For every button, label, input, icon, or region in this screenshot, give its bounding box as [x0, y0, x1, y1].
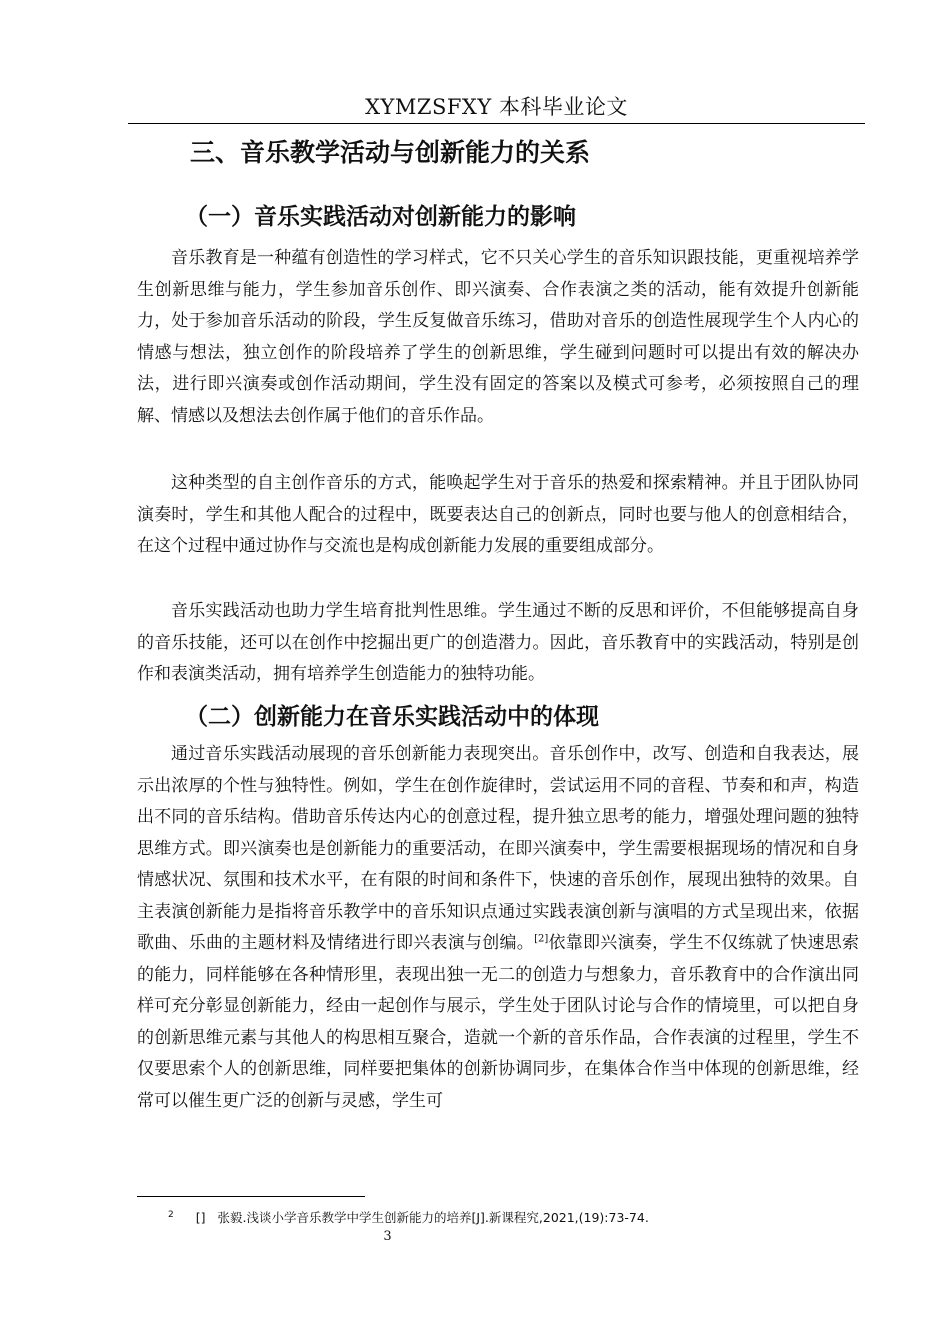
running-header: XYMZSFXY 本科毕业论文 — [365, 95, 628, 119]
footnote-rule — [137, 1196, 365, 1197]
section-title: 三、音乐教学活动与创新能力的关系 — [190, 138, 591, 167]
paragraph-text: 依靠即兴演奏，学生不仅练就了快速思索的能力，同样能够在各种情形里，表现出独一无二的创造力与想象力，音乐教育中的合作演出同样可充分彰显创新能力，经由一起创作与展示，学生处于团队讨论与合作的情境里，可以把自身的创新思维元素与其他人的构思相互聚合，造就一个新的音乐作品，合作表演的过程里，学生不仅要思索个人的创新思维，同样要把集体的创新协调同步，在集体合作当中体现的创新思维，经常可以催生更广泛的创新与灵感，学生可 — [137, 933, 860, 1111]
page-number: 3 — [383, 1229, 392, 1244]
footnote — [168, 1206, 649, 1227]
citation-mark: [2] — [534, 933, 549, 945]
header-rule — [128, 123, 865, 124]
body-paragraph — [137, 739, 859, 1117]
footnote-text: 张毅.浅谈小学音乐教学中学生创新能力的培养[J].新课程究,2021,(19):73-74. — [217, 1210, 649, 1226]
subsection-title-2: （二）创新能力在音乐实践活动中的体现 — [185, 704, 599, 730]
footnote-number: 2 — [168, 1210, 174, 1220]
footnote-bracket: [] — [195, 1210, 206, 1226]
paragraph-text: 通过音乐实践活动展现的音乐创新能力表现突出。音乐创作中，改写、创造和自我表达，展示出浓厚的个性与独特性。例如，学生在创作旋律时，尝试运用不同的音程、节奏和和声，构造出不同的音乐结构。借助音乐传达内心的创意过程，提升独立思考的能力，增强处理问题的独特思维方式。即兴演奏也是创新能力的重要活动，在即兴演奏中，学生需要根据现场的情况和自身情感状况、氛围和技术水平，在有限的时间和条件下，快速的音乐创作，展现出独特的效果。自主表演创新能力是指将音乐教学中的音乐知识点通过实践表演创新与演唱的方式呈现出来，依据歌曲、乐曲的主题材料及情绪进行即兴表演与创编。 — [137, 744, 859, 953]
body-paragraph: 这种类型的自主创作音乐的方式，能唤起学生对于音乐的热爱和探索精神。并且于团队协同演奏时，学生和其他人配合的过程中，既要表达自己的创新点，同时也要与他人的创意相结合，在这个过程中通过协作与交流也是构成创新能力发展的重要组成部分。 — [137, 473, 859, 556]
body-paragraph: 音乐教育是一种蕴有创造性的学习样式，它不只关心学生的音乐知识跟技能，更重视培养学生创新思维与能力，学生参加音乐创作、即兴演奏、合作表演之类的活动，能有效提升创新能力，处于参加音乐活动的阶段，学生反复做音乐练习，借助对音乐的创造性展现学生个人内心的情感与想法，独立创作的阶段培养了学生的创新思维，学生碰到问题时可以提出有效的解决办法，进行即兴演奏或创作活动期间，学生没有固定的答案以及模式可参考，必须按照自己的理解、情感以及想法去创作属于他们的音乐作品。 — [137, 248, 859, 426]
body-paragraph: 音乐实践活动也助力学生培育批判性思维。学生通过不断的反思和评价，不但能够提高自身的音乐技能，还可以在创作中挖掘出更广的创造潜力。因此，音乐教育中的实践活动，特别是创作和表演类活动，拥有培养学生创造能力的独特功能。 — [137, 601, 859, 684]
subsection-title-1: （一）音乐实践活动对创新能力的影响 — [185, 204, 576, 230]
